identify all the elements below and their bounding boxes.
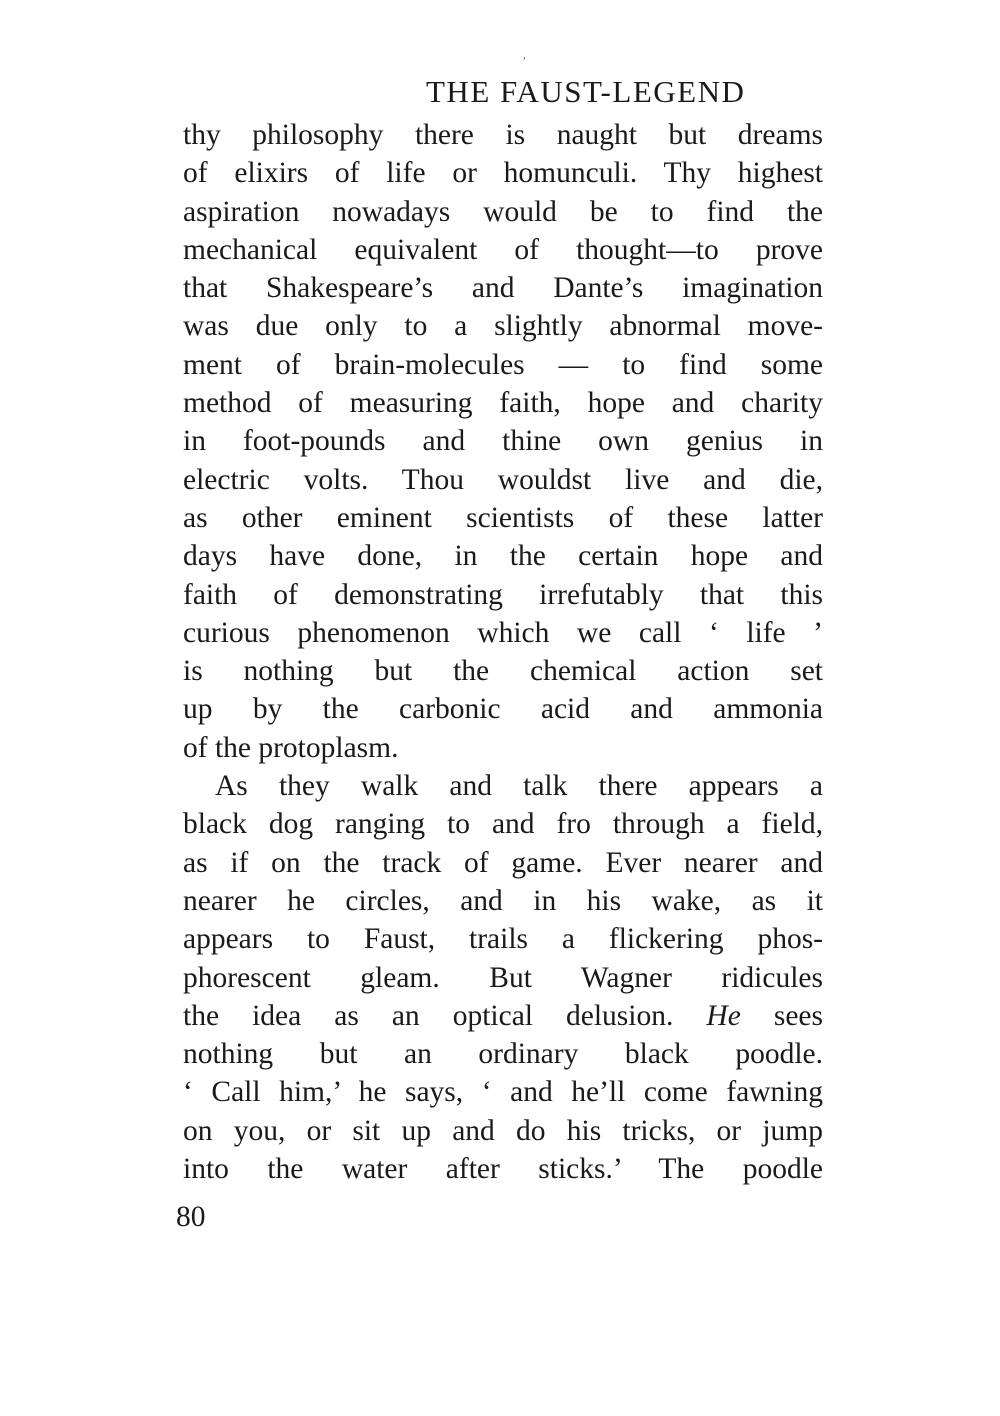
text-line: ‘ Call him,’ he says, ‘ and he’ll come fawning xyxy=(183,1076,823,1109)
text-line: black dog ranging to and fro through a field, xyxy=(183,808,823,841)
text-line: of elixirs of life or homunculi. Thy highest xyxy=(183,157,823,190)
text-line: thy philosophy there is naught but dreams xyxy=(183,119,823,151)
text-line: method of measuring faith, hope and charity xyxy=(183,387,823,420)
line-text-before-emphasis: the idea as an optical delusion. xyxy=(183,999,674,1032)
text-line: phorescent gleam. But Wagner ridicules xyxy=(183,961,823,994)
text-line: mechanical equivalent of thought—to prove xyxy=(183,233,823,266)
text-line: curious phenomenon which we call ‘ life ’ xyxy=(183,616,823,649)
page-number: 80 xyxy=(176,1201,206,1233)
text-line: on you, or sit up and do his tricks, or jump xyxy=(183,1114,823,1147)
paragraph-1 xyxy=(183,116,823,767)
text-line: As they walk and talk there appears a xyxy=(215,770,823,803)
text-line: was due only to a slightly abnormal move- xyxy=(183,310,823,343)
body-text xyxy=(183,116,823,1188)
text-line: as if on the track of game. Ever nearer and xyxy=(183,846,823,879)
text-line: days have done, in the certain hope and xyxy=(183,540,823,573)
text-line: ment of brain-molecules — to find some xyxy=(183,348,823,381)
text-line-with-emphasis xyxy=(183,997,823,1035)
text-line: appears to Faust, trails a flickering phos- xyxy=(183,923,823,956)
text-line: is nothing but the chemical action set xyxy=(183,655,823,688)
emphasized-word: He xyxy=(706,999,741,1032)
text-line: faith of demonstrating irrefutably that this xyxy=(183,578,823,611)
running-title: THE FAUST-LEGEND xyxy=(426,74,746,109)
text-line: nearer he circles, and in his wake, as it xyxy=(183,884,823,917)
text-line: nothing but an ordinary black poodle. xyxy=(183,1038,823,1071)
print-speck: ˒ xyxy=(522,49,527,64)
line-text-after-emphasis: sees xyxy=(773,999,823,1032)
text-line: up by the carbonic acid and ammonia xyxy=(183,693,823,726)
paragraph-2 xyxy=(183,767,823,1188)
text-line: of the protoplasm. xyxy=(183,731,399,764)
text-line: as other eminent scientists of these latter xyxy=(183,501,823,534)
text-line: that Shakespeare’s and Dante’s imagination xyxy=(183,272,823,305)
text-line: in foot-pounds and thine own genius in xyxy=(183,425,823,458)
text-line: into the water after sticks.’ The poodle xyxy=(183,1153,823,1186)
text-line: electric volts. Thou wouldst live and die, xyxy=(183,463,823,496)
text-line: aspiration nowadays would be to find the xyxy=(183,195,823,228)
